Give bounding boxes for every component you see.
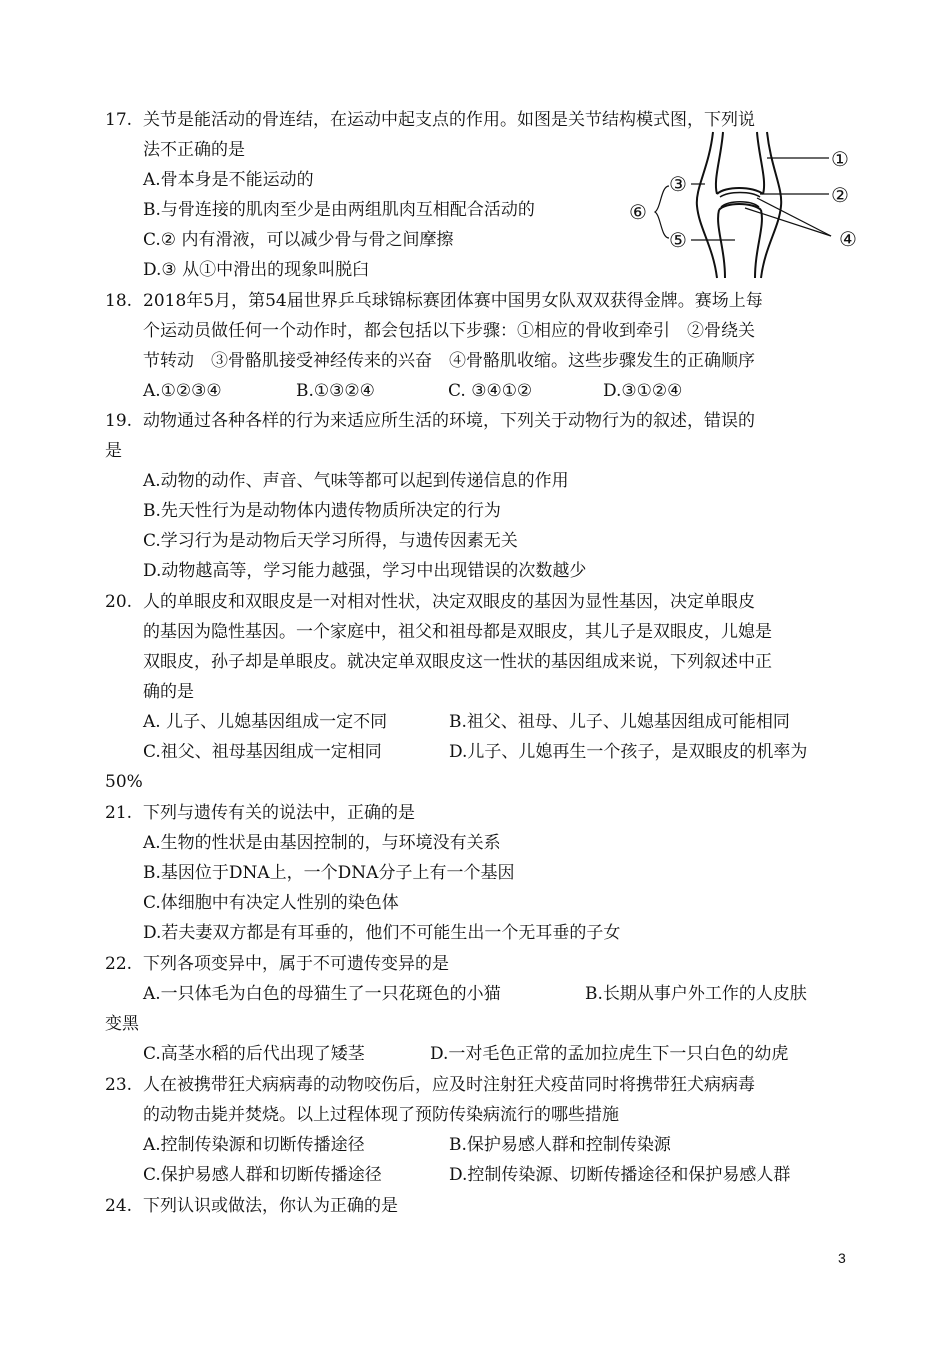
q19-stem: 动物通过各种各样的行为来适应所生活的环境，下列关于动物行为的叙述，错误的 — [143, 411, 755, 431]
q20-stem-cont-2: 双眼皮，孙子却是单眼皮。就决定单双眼皮这一性状的基因组成来说，下列叙述中正 — [143, 652, 772, 672]
page-number: 3 — [838, 1250, 846, 1266]
q17-stem: 关节是能活动的骨连结，在运动中起支点的作用。如图是关节结构模式图，下列说 — [143, 110, 755, 130]
q21-option-a: A.生物的性状是由基因控制的，与环境没有关系 — [143, 833, 501, 853]
q22-option-c: C.高茎水稻的后代出现了矮茎 — [143, 1044, 365, 1064]
q19-stem-cont: 是 — [105, 441, 122, 461]
label-4: ④ — [839, 227, 857, 251]
q21-stem: 下列与遗传有关的说法中，正确的是 — [143, 803, 415, 823]
label-2: ② — [831, 183, 849, 207]
q18-number: 18. — [105, 291, 133, 311]
q17-number: 17. — [105, 110, 133, 130]
label-3: ③ — [669, 172, 687, 196]
q20-number: 20. — [105, 592, 133, 612]
q22-stem: 下列各项变异中，属于不可遗传变异的是 — [143, 954, 449, 974]
q21-number: 21. — [105, 803, 133, 823]
label-6: ⑥ — [629, 200, 647, 224]
q20-option-b: B.祖父、祖母、儿子、儿媳基因组成可能相同 — [449, 712, 790, 732]
q20-option-d: D.儿子、儿媳再生一个孩子，是双眼皮的机率为 — [449, 742, 808, 762]
q20-stem-cont-3: 确的是 — [143, 682, 194, 702]
q22-number: 22. — [105, 954, 133, 974]
q17-option-d: D.③ 从①中滑出的现象叫脱臼 — [143, 260, 370, 280]
q20-option-c: C.祖父、祖母基因组成一定相同 — [143, 742, 382, 762]
q18-stem: 2018年5月，第54届世界乒乓球锦标赛团体赛中国男女队双双获得金牌。赛场上每 — [143, 291, 763, 311]
joint-structure-diagram — [625, 128, 865, 283]
q22-option-b: B.长期从事户外工作的人皮肤 — [585, 984, 807, 1004]
q23-stem-cont: 的动物击毙并焚烧。以上过程体现了预防传染病流行的哪些措施 — [143, 1105, 619, 1125]
q18-stem-cont-1: 个运动员做任何一个动作时，都会包括以下步骤：①相应的骨收到牵引 ②骨绕关 — [143, 321, 755, 341]
q23-option-c: C.保护易感人群和切断传播途径 — [143, 1165, 382, 1185]
label-1: ① — [831, 147, 849, 171]
q21-option-c: C.体细胞中有决定人性别的染色体 — [143, 893, 399, 913]
q18-option-b: B.①③②④ — [296, 381, 375, 401]
q17-option-c: C.② 内有滑液，可以减少骨与骨之间摩擦 — [143, 230, 454, 250]
q23-option-b: B.保护易感人群和控制传染源 — [449, 1135, 671, 1155]
q18-option-d: D.③①②④ — [603, 381, 683, 401]
joint-diagram-svg — [625, 128, 865, 283]
q22-option-b-cont: 变黑 — [105, 1014, 139, 1034]
q24-stem: 下列认识或做法，你认为正确的是 — [143, 1196, 398, 1216]
q20-stem-cont-1: 的基因为隐性基因。一个家庭中，祖父和祖母都是双眼皮，其儿子是双眼皮，儿媳是 — [143, 622, 772, 642]
q19-option-c: C.学习行为是动物后天学习所得，与遗传因素无关 — [143, 531, 518, 551]
label-5: ⑤ — [669, 228, 687, 252]
q18-stem-cont-2: 节转动 ③骨骼肌接受神经传来的兴奋 ④骨骼肌收缩。这些步骤发生的正确顺序 — [143, 351, 755, 371]
q21-option-d: D.若夫妻双方都是有耳垂的，他们不可能生出一个无耳垂的子女 — [143, 923, 621, 943]
q23-option-d: D.控制传染源、切断传播途径和保护易感人群 — [449, 1165, 791, 1185]
q19-option-d: D.动物越高等，学习能力越强，学习中出现错误的次数越少 — [143, 561, 587, 581]
q23-stem: 人在被携带狂犬病病毒的动物咬伤后，应及时注射狂犬疫苗同时将携带狂犬病病毒 — [143, 1075, 755, 1095]
q19-number: 19. — [105, 411, 133, 431]
q18-option-c: C. ③④①② — [448, 381, 533, 401]
q17-option-a: A.骨本身是不能运动的 — [143, 170, 314, 190]
q20-option-d-cont: 50% — [105, 772, 143, 792]
q17-option-b: B.与骨连接的肌肉至少是由两组肌肉互相配合活动的 — [143, 200, 535, 220]
q24-number: 24. — [105, 1196, 133, 1216]
q23-option-a: A.控制传染源和切断传播途径 — [143, 1135, 365, 1155]
q18-option-a: A.①②③④ — [143, 381, 222, 401]
q20-stem: 人的单眼皮和双眼皮是一对相对性状，决定双眼皮的基因为显性基因，决定单眼皮 — [143, 592, 755, 612]
q17-stem-cont: 法不正确的是 — [143, 140, 245, 160]
q21-option-b: B.基因位于DNA上，一个DNA分子上有一个基因 — [143, 863, 515, 883]
q19-option-a: A.动物的动作、声音、气味等都可以起到传递信息的作用 — [143, 471, 569, 491]
q22-option-d: D.一对毛色正常的孟加拉虎生下一只白色的幼虎 — [430, 1044, 789, 1064]
q20-option-a: A. 儿子、儿媳基因组成一定不同 — [143, 712, 388, 732]
q23-number: 23. — [105, 1075, 133, 1095]
q19-option-b: B.先天性行为是动物体内遗传物质所决定的行为 — [143, 501, 501, 521]
q22-option-a: A.一只体毛为白色的母猫生了一只花斑色的小猫 — [143, 984, 501, 1004]
